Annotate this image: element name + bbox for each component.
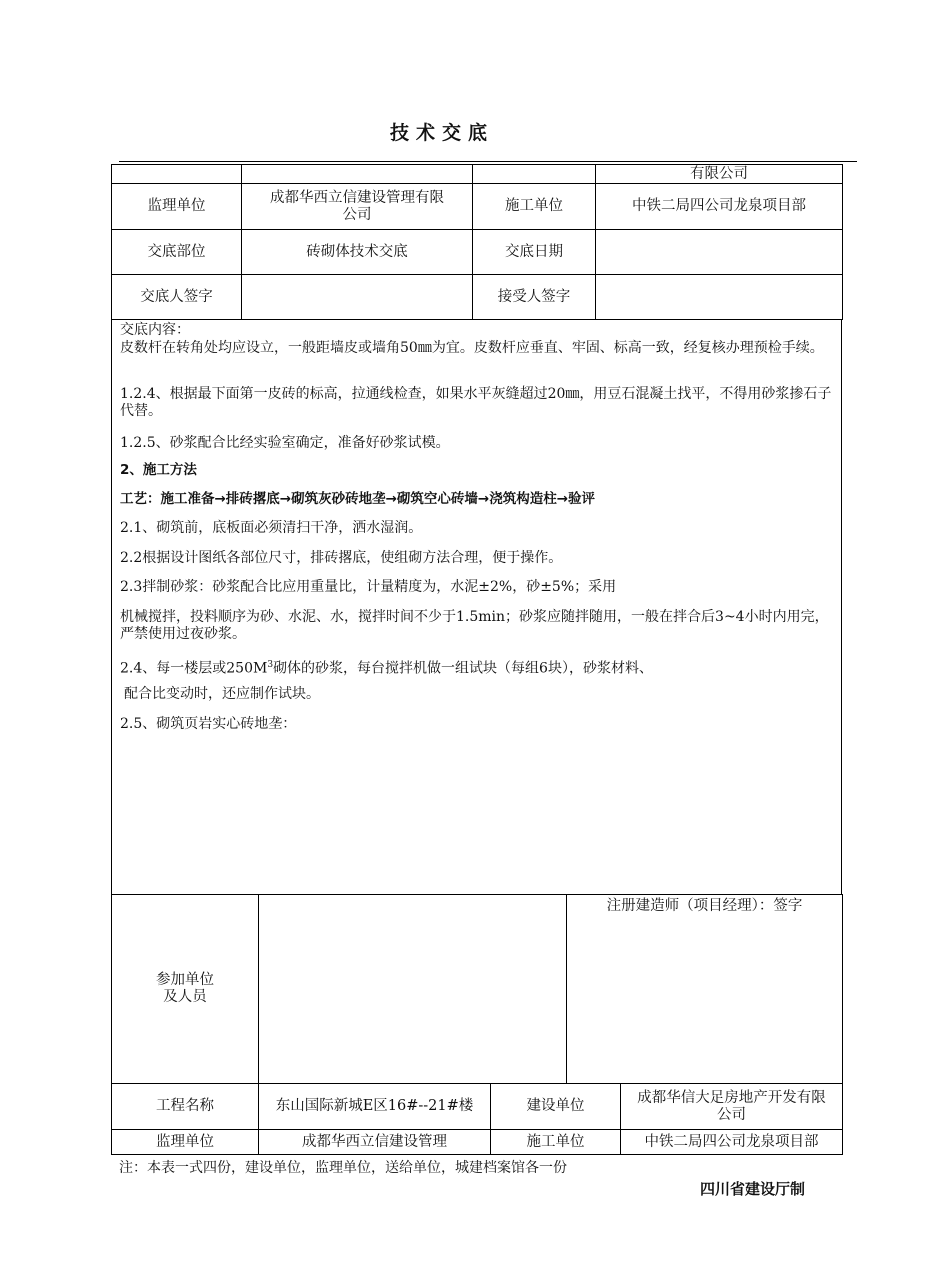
supervision-unit-value-2: 成都华西立信建设管理: [259, 1130, 491, 1155]
section-heading: 2、施工方法: [120, 462, 197, 478]
participants-value: [259, 895, 567, 1084]
project-name-value: 东山国际新城E区16#--21#楼: [259, 1084, 491, 1130]
supervision-unit-label: 监理单位: [112, 184, 242, 230]
content-paragraph: 机械搅拌，投料顺序为砂、水泥、水，搅拌时间不少于1.5min；砂浆应随拌随用，一般在拌合后3~4小时内用完，严禁使用过夜砂浆。: [120, 609, 829, 642]
signature-label: 注册建造师（项目经理）：签字: [567, 895, 843, 1084]
header-overflow-cell: 有限公司: [596, 165, 843, 184]
footer-table: [111, 894, 843, 1155]
paragraph-start: 2.4、每一楼层或250M: [120, 660, 268, 677]
disclosure-part-value: 砖砌体技术交底: [242, 230, 473, 275]
receiver-signature-value: [596, 275, 843, 320]
project-name-label: 工程名称: [112, 1084, 259, 1130]
header-cell-empty-2: [242, 165, 473, 184]
discloser-signature-value: [242, 275, 473, 320]
content-paragraph: 2.3拌制砂浆：砂浆配合比应用重量比，计量精度为，水泥±2%，砂±5%；采用: [120, 579, 617, 595]
content-paragraph: 2.1、砌筑前，底板面必须清扫干净，洒水湿润。: [120, 520, 423, 536]
header-cell-empty-3: [473, 165, 596, 184]
content-heading: 交底内容：: [120, 322, 190, 338]
document-title: 技术交底: [389, 122, 494, 144]
construction-unit-label: 施工单位: [473, 184, 596, 230]
owner-unit-value: 成都华信大足房地产开发有限公司: [621, 1084, 843, 1130]
owner-unit-label: 建设单位: [491, 1084, 621, 1130]
header-cell-empty-1: [112, 165, 242, 184]
disclosure-part-label: 交底部位: [112, 230, 242, 275]
issuer: 四川省建设厅制: [700, 1180, 806, 1198]
construction-unit-value: 中铁二局四公司龙泉项目部: [596, 184, 843, 230]
paragraph-end: 砌体的砂浆，每台搅拌机做一组试块（每组6块），砂浆材料、: [273, 660, 653, 677]
content-paragraph: [120, 657, 833, 678]
participants-label: 参加单位及人员: [112, 895, 259, 1084]
content-box: [111, 319, 842, 895]
supervision-unit-value: 成都华西立信建设管理有限公司: [242, 184, 473, 230]
header-rule: [119, 161, 857, 162]
content-paragraph: 2.2根据设计图纸各部位尺寸，排砖撂底，使组砌方法合理，便于操作。: [120, 550, 563, 566]
supervision-unit-label-2: 监理单位: [112, 1130, 259, 1155]
construction-unit-value-2: 中铁二局四公司龙泉项目部: [621, 1130, 843, 1155]
content-paragraph: 1.2.4、根据最下面第一皮砖的标高，拉通线检查，如果水平灰缝超过20㎜，用豆石混凝土找平，不得用砂浆掺石子代替。: [120, 386, 832, 419]
content-paragraph: 1.2.5、砂浆配合比经实验室确定，准备好砂浆试模。: [120, 435, 450, 451]
content-paragraph: 2.5、砌筑页岩实心砖地垄：: [120, 716, 297, 732]
content-paragraph: 皮数杆在转角处均应设立，一般距墙皮或墙角50㎜为宜。皮数杆应垂直、牢固、标高一致，经复核办理预检手续。: [120, 340, 824, 356]
header-table: [111, 164, 843, 320]
construction-unit-label-2: 施工单位: [491, 1130, 621, 1155]
footer-note: 注：本表一式四份，建设单位，监理单位，送给单位，城建档案馆各一份: [119, 1160, 567, 1176]
receiver-signature-label: 接受人签字: [473, 275, 596, 320]
content-paragraph: 配合比变动时，还应制作试块。: [124, 686, 320, 702]
process-line: 工艺：施工准备→排砖撂底→砌筑灰砂砖地垄→砌筑空心砖墙→浇筑构造柱→验评: [120, 491, 596, 507]
superscript-cube: 3: [267, 660, 274, 670]
disclosure-date-value: [596, 230, 843, 275]
discloser-signature-label: 交底人签字: [112, 275, 242, 320]
disclosure-date-label: 交底日期: [473, 230, 596, 275]
